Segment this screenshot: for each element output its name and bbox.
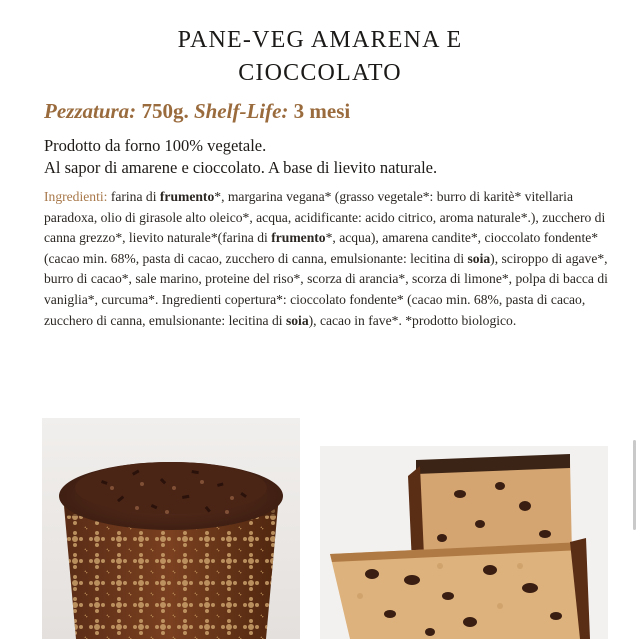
sliced-panettone-illustration [320, 446, 608, 639]
product-title-line2: CIOCCOLATO [238, 60, 402, 86]
allergen-frumento: frumento [271, 230, 326, 246]
ingredients-part: farina di [107, 189, 160, 204]
panettone-photo [42, 418, 300, 639]
sliced-panettone-photo [320, 446, 608, 639]
ingredients-label: Ingredienti: [44, 189, 108, 204]
allergen-soia: soia [467, 250, 491, 266]
shelf-life-label: Shelf-Life: [193, 99, 289, 123]
pezzatura-value: 750g. [141, 99, 189, 123]
allergen-frumento: frumento [159, 189, 215, 204]
ingredients-part: *, acqua), amarena candite*, cioccolato fondente* (cacao min. 68%, pasta di cacao, zucchero di canna, emulsionante: lecitina di [44, 230, 599, 266]
product-specs [44, 99, 350, 124]
allergen-soia: soia [285, 312, 309, 328]
ingredients-text [44, 187, 619, 331]
description-line1: Prodotto da forno 100% vegetale. [44, 136, 267, 155]
panettone-illustration [42, 418, 300, 639]
description-line2: Al sapor di amarene e cioccolato. A base di lievito naturale. [44, 158, 438, 177]
pezzatura-label: Pezzatura: [44, 99, 137, 123]
scrollbar[interactable] [633, 440, 636, 530]
ingredients-part: *, margarina vegana* (grasso vegetale*: burro di karitè* vitellaria paradoxa, olio di girasole alto oleico*, acqua, acidificante: acido citrico, aroma naturale*.), zucchero di canna grezzo*, lievito naturale*(farina di [44, 189, 606, 246]
product-title-line1: PANE-VEG AMARENA E [177, 27, 463, 53]
ingredients-part: ), sciroppo di agave*, burro di cacao*, sale marino, proteine del riso*, scorza di arancia*, scorza di limone*, polpa di bacca di vaniglia*, curcuma*. Ingredienti copertura*: cioccolato fondente* (cacao min. 68%, pasta di cacao, zucchero di canna, emulsionante: lecitina di [44, 250, 608, 328]
ingredients-part: ), cacao in fave*. *prodotto biologico. [308, 312, 517, 328]
shelf-life-value: 3 mesi [293, 99, 351, 123]
product-description [44, 135, 614, 179]
